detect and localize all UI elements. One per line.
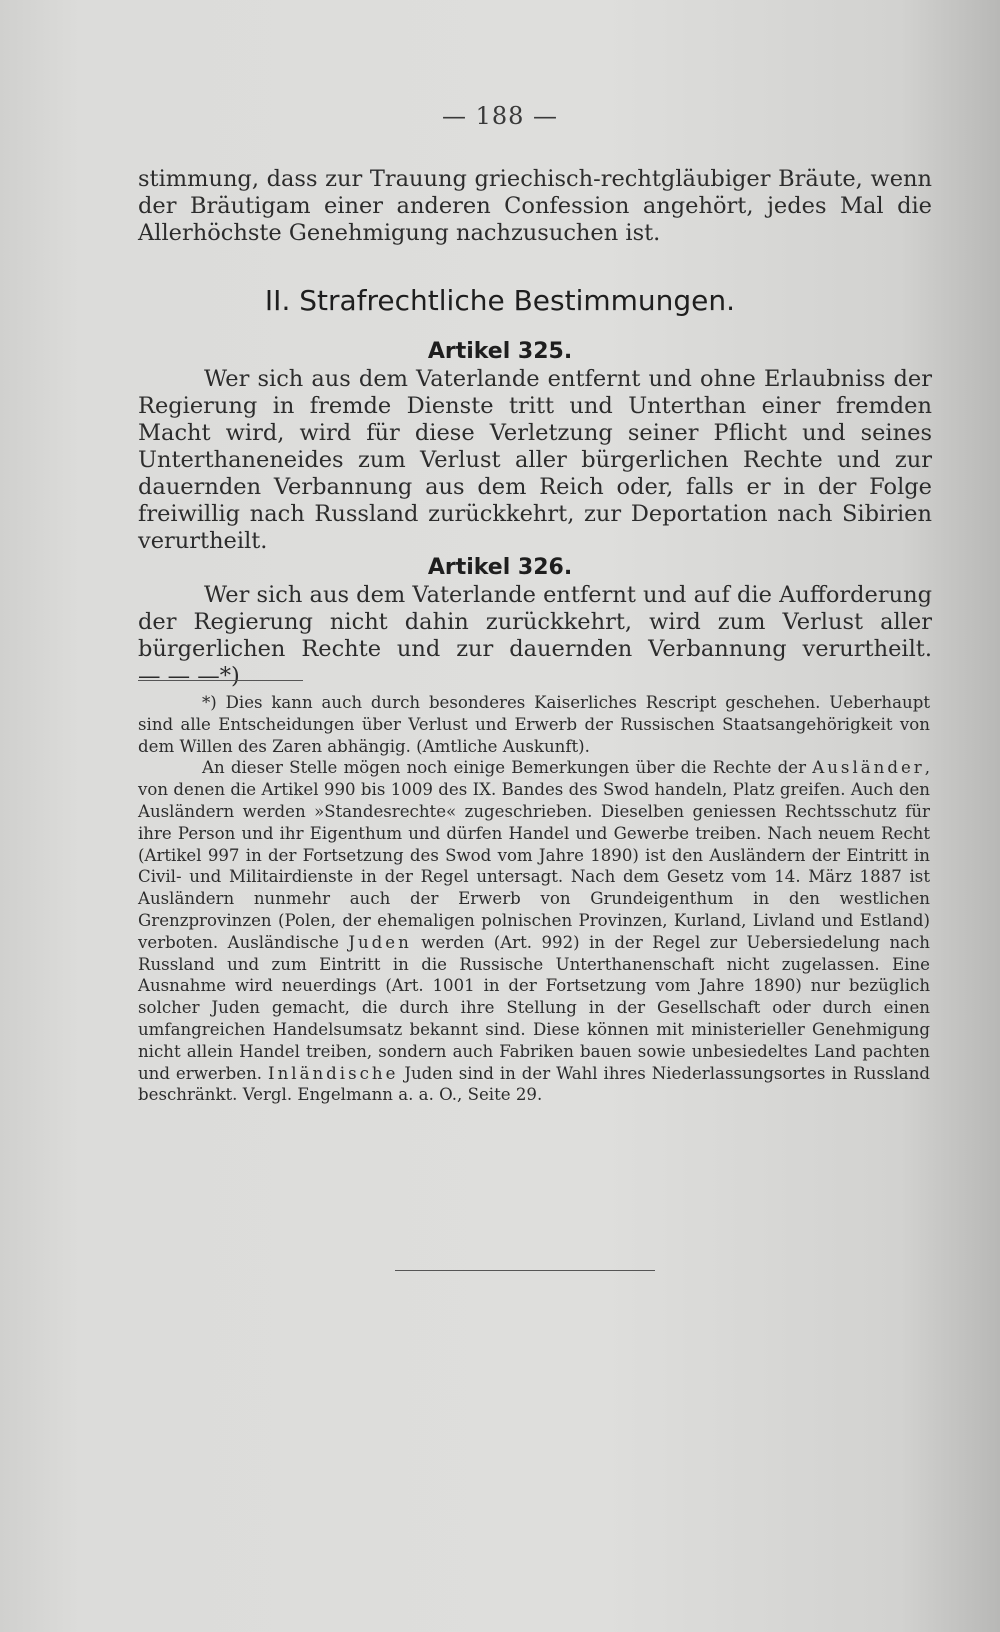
- article-325-block: [138, 366, 932, 555]
- footnotes: [138, 692, 930, 1106]
- article-326-block: [138, 582, 932, 690]
- section-heading: II. Strafrechtliche Bestimmungen.: [264, 284, 736, 317]
- footnote-p2-spaced-auslaender: Ausländer: [812, 758, 925, 778]
- article-325-heading: Artikel 325.: [427, 339, 573, 364]
- footnote-separator: [138, 680, 303, 681]
- page-number: — 188 —: [441, 102, 559, 130]
- footnote-p2-mid1: , von denen die Artikel 990 bis 1009 des IX. Bandes des Swod handeln, Platz greifen. Auch den Ausländern werden »Standesrechte« zugeschrieben. Dieselben geniessen Rechtsschutz für ihre Person und ihr Eigenthum und dürfen Handel und Gewerbe treiben. Nach neuem Recht (Artikel 997 in der Fortsetzung des Swod vom Jahre 1890) ist den Ausländern der Eintritt in Civil- und Militairdienste in der Regel untersagt. Nach dem Gesetz vom 14. März 1887 ist Ausländern nunmehr auch der Erwerb von Grundeigenthum in den westlichen Grenzprovinzen (Polen, der ehemaligen polnischen Provinzen, Kurland, Livland und Estland) verboten. Ausländische: [138, 758, 930, 952]
- footnote-p2-spaced-juden: Juden: [348, 932, 412, 952]
- intro-block: [138, 166, 932, 247]
- footnote-p2-mid2: werden (Art. 992) in der Regel zur Uebersiedelung nach Russland und zum Eintritt in die Russische Unterthanenschaft nicht zugelassen. Eine Ausnahme wird neuerdings (Art. 1001 in der Fortsetzung vom Jahre 1890) nur bezüglich solcher Juden gemacht, die durch ihre Stellung in der Gesellschaft oder durch einen umfangreichen Handelsumsatz bekannt sind. Diese können mit ministerieller Genehmigung nicht allein Handel treiben, sondern auch Fabriken bauen sowie unbesiedeltes Land pachten und erwerben.: [138, 932, 930, 1083]
- article-326-paragraph: [138, 582, 932, 690]
- footnote-p2-end: Juden sind in der Wahl ihres Niederlassungsortes in Russland beschränkt. Vergl. Engelmann a. a. O., Seite 29.: [138, 1063, 931, 1105]
- article-325-text: Wer sich aus dem Vaterlande entfernt und ohne Erlaubniss der Regierung in fremde Dienste tritt und Unterthan einer fremden Macht wird, wird für diese Verletzung seiner Pflicht und seines Unterthaneneides zum Verlust aller bürgerlichen Rechte und zur dauernden Verbannung aus dem Reich oder, falls er in der Folge freiwillig nach Russland zurückkehrt, zur Deportation nach Sibirien verurtheilt.: [138, 366, 932, 554]
- article-326-text: Wer sich aus dem Vaterlande entfernt und auf die Aufforderung der Regierung nicht dahin zurückkehrt, wird zum Verlust aller bürgerlichen Rechte und zur dauernden Verbannung verurtheilt.: [138, 582, 932, 662]
- end-rule: [395, 1270, 655, 1271]
- article-326-dash-tail: — — —*): [138, 663, 240, 689]
- footnote-p2-spaced-inlaendische: Inländische: [268, 1063, 399, 1083]
- footnote-p2-pre: An dieser Stelle mögen noch einige Bemerkungen über die Rechte der: [202, 758, 807, 778]
- footnote-paragraph-1: *) Dies kann auch durch besonderes Kaiserliches Rescript geschehen. Ueberhaupt sind alle Entscheidungen über Verlust und Erwerb der Russischen Staatsangehörigkeit von dem Willen des Zaren abhängig. (Amtliche Auskunft).: [138, 693, 930, 756]
- footnote-paragraph-2: [138, 757, 930, 1106]
- intro-paragraph: stimmung, dass zur Trauung griechisch-rechtgläubiger Bräute, wenn der Bräutigam einer anderen Confession angehört, jedes Mal die Allerhöchste Genehmigung nachzusuchen ist.: [138, 166, 932, 246]
- article-326-heading: Artikel 326.: [427, 555, 573, 580]
